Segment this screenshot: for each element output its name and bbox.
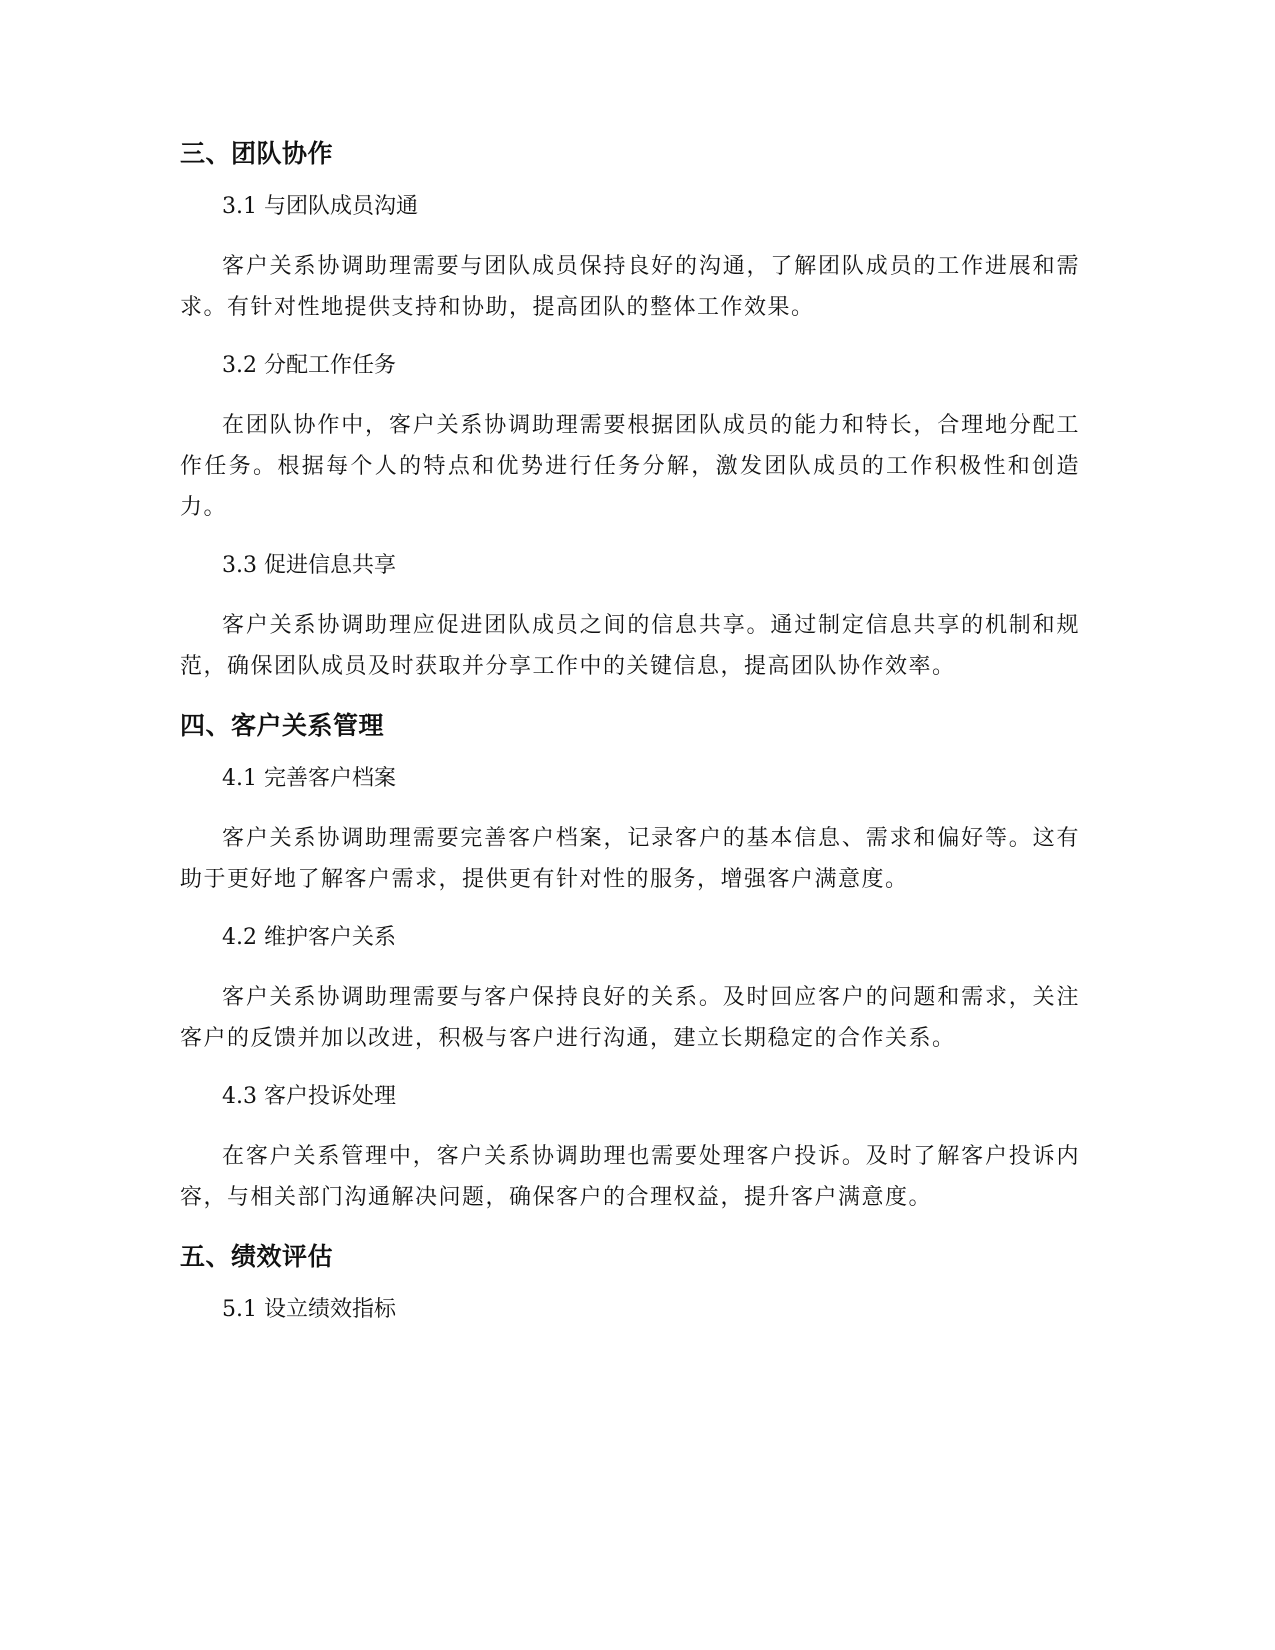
section-team-collaboration xyxy=(180,138,1080,687)
paragraph: 在团队协作中，客户关系协调助理需要根据团队成员的能力和特长，合理地分配工作任务。根据每个人的特点和优势进行任务分解，激发团队成员的工作积极性和创造力。 xyxy=(180,413,1080,520)
subsection-title: 4.1 完善客户档案 xyxy=(222,766,396,791)
section-heading: 五、绩效评估 xyxy=(180,1242,334,1271)
paragraph: 客户关系协调助理需要与团队成员保持良好的沟通，了解团队成员的工作进展和需求。有针对性地提供支持和协助，提高团队的整体工作效果。 xyxy=(180,254,1080,320)
subsection-title: 3.1 与团队成员沟通 xyxy=(222,194,418,219)
paragraph: 在客户关系管理中，客户关系协调助理也需要处理客户投诉。及时了解客户投诉内容，与相关部门沟通解决问题，确保客户的合理权益，提升客户满意度。 xyxy=(180,1144,1080,1210)
subsection-title: 4.2 维护客户关系 xyxy=(222,925,396,950)
subsection-title: 3.3 促进信息共享 xyxy=(222,553,396,578)
paragraph: 客户关系协调助理应促进团队成员之间的信息共享。通过制定信息共享的机制和规范，确保团队成员及时获取并分享工作中的关键信息，提高团队协作效率。 xyxy=(180,613,1080,679)
section-heading: 四、客户关系管理 xyxy=(180,711,385,740)
paragraph: 客户关系协调助理需要完善客户档案，记录客户的基本信息、需求和偏好等。这有助于更好地了解客户需求，提供更有针对性的服务，增强客户满意度。 xyxy=(180,826,1080,892)
subsection-title: 3.2 分配工作任务 xyxy=(222,353,396,378)
subsection-title: 4.3 客户投诉处理 xyxy=(222,1084,396,1109)
section-heading: 三、团队协作 xyxy=(180,139,334,168)
subsection-title: 5.1 设立绩效指标 xyxy=(222,1297,396,1322)
section-customer-relationship xyxy=(180,710,1080,1218)
document-page xyxy=(180,138,1080,1349)
section-performance-evaluation xyxy=(180,1241,1080,1325)
paragraph: 客户关系协调助理需要与客户保持良好的关系。及时回应客户的问题和需求，关注客户的反馈并加以改进，积极与客户进行沟通，建立长期稳定的合作关系。 xyxy=(180,985,1080,1051)
